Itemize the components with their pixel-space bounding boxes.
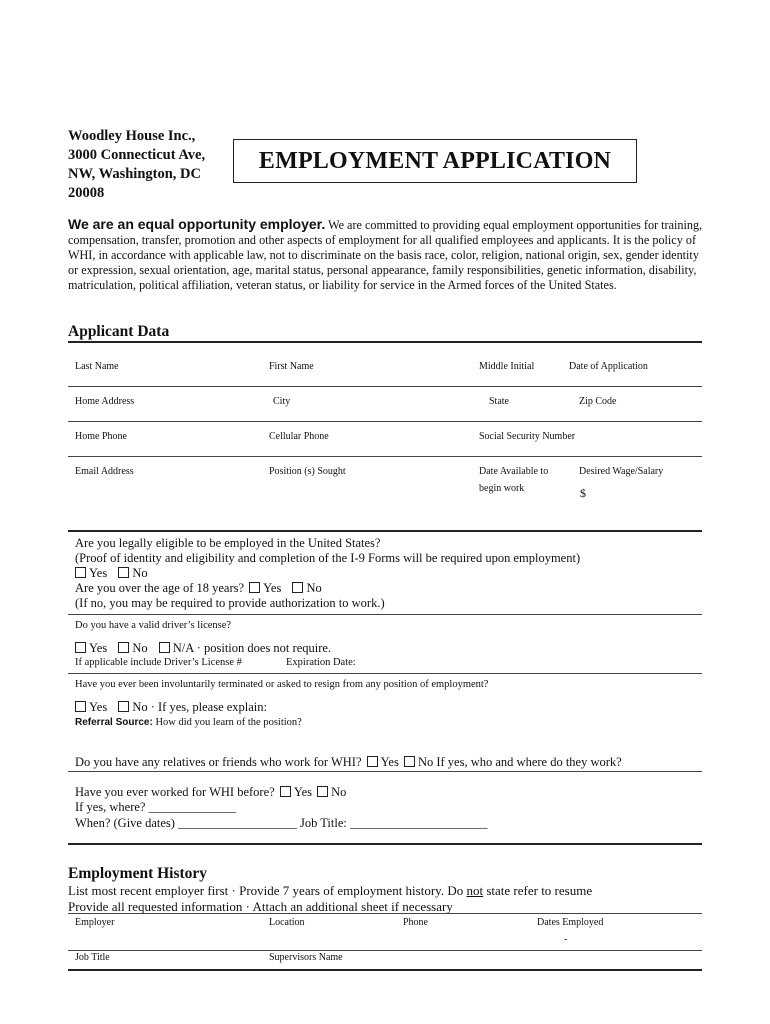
relatives-no-checkbox[interactable] xyxy=(404,756,415,767)
supervisor-name-field[interactable]: Supervisors Name xyxy=(269,952,343,963)
instr-part-a: List most recent employer first · Provide 7 years of employment history. Do xyxy=(68,883,467,898)
company-line-3: NW, Washington, DC xyxy=(68,166,201,182)
yes-label: Yes xyxy=(293,785,313,799)
row-divider xyxy=(68,386,702,387)
row-divider xyxy=(68,456,702,457)
explain-label: No · If yes, please explain: xyxy=(132,700,268,714)
terminated-yes-checkbox[interactable] xyxy=(75,701,86,712)
worked-before-question: Have you ever worked for WHI before? xyxy=(75,785,275,799)
row-divider xyxy=(68,614,702,615)
position-sought-field[interactable]: Position (s) Sought xyxy=(269,466,346,477)
worked-before-no-checkbox[interactable] xyxy=(317,786,328,797)
job-title-field[interactable]: Job Title xyxy=(75,952,110,963)
eeo-statement xyxy=(68,217,704,293)
no-label: No xyxy=(132,566,148,580)
middle-initial-field[interactable]: Middle Initial xyxy=(479,361,535,372)
relatives-row xyxy=(75,755,622,770)
yes-label: Yes xyxy=(263,581,282,595)
employment-instructions-2: Provide all requested information · Attach an additional sheet if necessary xyxy=(68,899,453,914)
row-divider xyxy=(68,421,702,422)
instr-part-b: state refer to resume xyxy=(483,883,593,898)
phone-field[interactable]: Phone xyxy=(403,917,428,928)
company-line-2: 3000 Connecticut Ave, xyxy=(68,147,206,163)
yes-label: Yes xyxy=(380,755,399,769)
eeo-body: We are committed to providing equal employment opportunities for training, compensation, transfer, promotion and other aspects of employment for all qualified employees and applicants. It is the policy of WHI, in accordance with applicable law, not to discriminate on the basis race, color, religion, national origin, sex, gender identity or expression, sexual orientation, age, marital status, personal appearance, family responsibilities, genetic information, disability, matriculation, political affiliation, veteran status, or liability for service in the Armed forces of the United States. xyxy=(68,218,703,292)
no-label: No xyxy=(306,581,322,595)
instr-not: not xyxy=(466,883,484,898)
license-yes-checkbox[interactable] xyxy=(75,642,86,653)
yes-label: Yes xyxy=(89,641,108,655)
over18-yes-checkbox[interactable] xyxy=(249,582,260,593)
date-available-label[interactable]: Date Available to xyxy=(479,466,549,477)
over18-row xyxy=(75,581,322,596)
ssn-field[interactable]: Social Security Number xyxy=(479,431,576,442)
home-address-field[interactable]: Home Address xyxy=(75,396,135,407)
terminated-question: Have you ever been involuntarily terminated or asked to resign from any position of employment? xyxy=(75,679,489,690)
no-label: No xyxy=(132,641,148,655)
dates-dash: - xyxy=(564,934,568,945)
over18-question: Are you over the age of 18 years? xyxy=(75,581,245,595)
row-divider xyxy=(68,913,702,914)
employer-field[interactable]: Employer xyxy=(75,917,115,928)
desired-wage-field[interactable]: Desired Wage/Salary xyxy=(579,466,664,477)
employment-instructions-1 xyxy=(68,883,592,898)
applicant-divider xyxy=(68,341,702,343)
title-box xyxy=(233,139,637,183)
dates-employed-field[interactable]: Dates Employed xyxy=(537,917,604,928)
section-divider xyxy=(68,843,702,845)
terminated-no-checkbox[interactable] xyxy=(118,701,129,712)
over18-no-checkbox[interactable] xyxy=(292,582,303,593)
relatives-no-label: No If yes, who and where do they work? xyxy=(417,755,622,769)
referral-row[interactable] xyxy=(75,717,302,728)
terminated-options xyxy=(73,700,267,715)
license-question: Do you have a valid driver’s license? xyxy=(75,620,232,631)
eligible-note: (Proof of identity and eligibility and completion of the I-9 Forms will be required upon employment) xyxy=(75,551,581,565)
yes-label: Yes xyxy=(89,700,108,714)
page-title: EMPLOYMENT APPLICATION xyxy=(258,147,612,174)
state-field[interactable]: State xyxy=(489,396,509,407)
company-line-4: 20008 xyxy=(68,185,105,201)
company-line-1: Woodley House Inc., xyxy=(68,128,196,144)
eligible-options xyxy=(73,566,148,581)
section-divider xyxy=(68,969,702,971)
company-address xyxy=(68,127,238,203)
license-options xyxy=(73,641,331,656)
license-na-checkbox[interactable] xyxy=(159,642,170,653)
license-no-checkbox[interactable] xyxy=(118,642,129,653)
row-divider xyxy=(68,673,702,674)
over18-note: (If no, you may be required to provide authorization to work.) xyxy=(75,596,385,610)
applicant-heading: Applicant Data xyxy=(68,323,170,340)
city-field[interactable]: City xyxy=(273,396,291,407)
section-divider xyxy=(68,530,702,532)
eligible-question: Are you legally eligible to be employed in the United States? xyxy=(75,536,381,550)
last-name-field[interactable]: Last Name xyxy=(75,361,119,372)
relatives-question: Do you have any relatives or friends who work for WHI? xyxy=(75,755,362,769)
eeo-lead: We are an equal opportunity employer. xyxy=(68,216,326,232)
first-name-field[interactable]: First Name xyxy=(269,361,314,372)
eligible-yes-checkbox[interactable] xyxy=(75,567,86,578)
referral-question: How did you learn of the position? xyxy=(152,717,302,728)
employment-heading: Employment History xyxy=(68,865,208,882)
yes-label: Yes xyxy=(89,566,108,580)
when-job-title-field[interactable]: When? (Give dates) ___________________ Job Title: ______________________ xyxy=(75,816,488,830)
zip-field[interactable]: Zip Code xyxy=(579,396,617,407)
no-label: No xyxy=(331,785,347,799)
row-divider xyxy=(68,771,702,772)
date-available-label-2: begin work xyxy=(479,483,525,494)
if-yes-where-field[interactable]: If yes, where? ______________ xyxy=(75,800,237,814)
worked-before-row xyxy=(75,785,346,800)
referral-label: Referral Source: xyxy=(75,717,153,728)
email-field[interactable]: Email Address xyxy=(75,466,134,477)
dollar-sign: $ xyxy=(580,486,586,500)
home-phone-field[interactable]: Home Phone xyxy=(75,431,127,442)
location-field[interactable]: Location xyxy=(269,917,305,928)
na-label: N/A · position does not require. xyxy=(172,641,332,655)
row-divider xyxy=(68,950,702,951)
date-of-application-field[interactable]: Date of Application xyxy=(569,361,648,372)
worked-before-yes-checkbox[interactable] xyxy=(280,786,291,797)
cell-phone-field[interactable]: Cellular Phone xyxy=(269,431,329,442)
expiration-date-field[interactable]: Expiration Date: xyxy=(286,657,356,668)
license-number-field[interactable]: If applicable include Driver’s License # xyxy=(75,657,242,668)
relatives-yes-checkbox[interactable] xyxy=(367,756,378,767)
eligible-no-checkbox[interactable] xyxy=(118,567,129,578)
